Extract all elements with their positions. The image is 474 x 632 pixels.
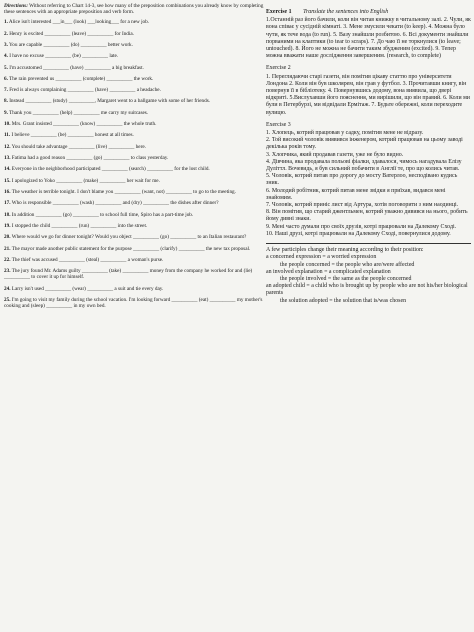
directions-text: Without referring to Chart 14-3, see how many of the preposition combinations you already know by completing these sentences with an appropriate preposition and verb form. [4, 3, 264, 16]
participle-entry: an adopted child = a child who is brought up by people who are not his/her biological parents [266, 283, 468, 297]
exercise-2-title: Exercise 2 [266, 65, 291, 72]
item-text: Mrs. Grant insisted __________ (know) __________ the whole truth. [11, 121, 157, 128]
exercise-1-text: 1.Останній раз його бачили, коли він читав книжку в читальному залі. 2. Чули, як вона співає у сусідній кімнаті. 3. Мене змусили чекати (to keep). 4. Можна було чути, як тече вода (to run). 5. Вазу знайшли розбитою. 6. Всі документи знайшли порваними на клаптики (to tear to scraps). 7. До чаю її не торкнулися (to leave; untouched). 8. Його не можна не бачити таким збудженим (excited). 9. Тепер можна вважати наше дослідження завершеним. (research, to complete) [266, 17, 471, 60]
item-number: 13. [4, 155, 11, 161]
participle-entry: a concerned expression = a worried expression [266, 254, 377, 261]
exercise-1-body [266, 17, 471, 60]
exercise-item [4, 42, 264, 48]
item-text: I'm accustomed __________ (have) __________ a big breakfast. [9, 64, 144, 71]
item-text: I'm going to visit my family during the school vacation. I'm looking forward __________ (eat) __________ my mother's cooking and (sleep) __________ in my own bed. [4, 296, 263, 309]
exercise-item [4, 76, 264, 82]
item-number: 9. [4, 109, 8, 116]
item-number: 7. [4, 87, 8, 94]
exercise-item [4, 132, 264, 138]
item-text: Thank you __________ (help) __________ me carry my suitcases. [9, 109, 149, 116]
item-text: Larry isn't used __________ (wear) __________ a suit and tie every day. [11, 285, 164, 292]
item-number: 25. [4, 296, 11, 303]
exercise-3-sentence: 9. Мені часто думали про своїх друзів, котрі працювали на Далекому Сході. [266, 223, 457, 230]
exercise-item [4, 286, 264, 292]
directions-label: Directions: [4, 3, 28, 9]
exercise-item [4, 87, 264, 93]
item-text: I apologized to Yoko __________ (make) __________ her wait for me. [11, 177, 160, 184]
participles-intro: A few participles change their meaning according to their position: [266, 247, 424, 254]
exercise-item [4, 268, 264, 280]
exercise-item [4, 200, 264, 206]
item-text: The jury found Mr. Adams guilty __________ (take) __________ money from the company he worked for and (lie) __________ to cover it up for himself. [4, 268, 253, 281]
item-text: The rain prevented us __________ (complete) __________ the work. [9, 75, 154, 82]
item-number: 17. [4, 200, 11, 207]
item-number: 23. [4, 268, 11, 275]
item-text: The mayor made another public statement for the purpose __________ (clarify) __________ the new tax proposal. [11, 245, 251, 252]
exercise-item [4, 121, 264, 127]
item-text: You should take advantage __________ (live) __________ here. [11, 143, 146, 150]
participle-entry: the solution adopted = the solution that is/was chosen [280, 297, 407, 304]
exercise-item [4, 189, 264, 195]
item-text: The thief was accused __________ (steal) __________ a woman's purse. [11, 256, 164, 263]
participle-entry: an involved explanation = a complicated explanation [266, 268, 391, 275]
exercise-2-text: 1. Переглядаючи старі газети, він помітив цікаву статтю про університети Лондона 2. Коли він був школярем, він грав у футбол. 3. Прочитавши книгу, він повернув її в бібліотеку. 4. Повернувшись додому, вона виявила, що двері відкриті. 5.Вислухавши його пояснення, ми вирішили, що він правий. 6. Коли ми були в Петербурзі, ми відвідали Ермітаж. 7. Будьте обережні, коли переходите вулицю. [266, 73, 470, 116]
exercise-item [4, 223, 264, 229]
exercise-3-title: Exercise 3 [266, 121, 291, 128]
participles-list [266, 254, 471, 304]
item-number: 24. [4, 285, 11, 292]
exercise-item [4, 297, 264, 309]
item-number: 21. [4, 245, 11, 252]
item-text: I stopped the child __________ (run) __________ into the street. [11, 222, 148, 229]
exercise-items [4, 19, 264, 309]
item-number: 18. [4, 211, 11, 218]
item-number: 2. [4, 30, 8, 37]
item-number: 4. [4, 53, 8, 60]
exercise-item [4, 144, 264, 150]
item-text: You are capable __________ (do) __________ better work. [9, 41, 133, 48]
item-text: Everyone in the neighborhood participated __________ (search) __________ for the lost child. [11, 166, 210, 173]
item-number: 1. [4, 19, 8, 26]
item-number: 3. [4, 41, 8, 48]
exercise-3-sentence: 10. Наші друзі, котрі працювали на Далекому Сході, повернулися додому. [266, 230, 451, 237]
item-number: 10. [4, 121, 11, 128]
participles-box [266, 247, 471, 305]
exercise-item [4, 257, 264, 263]
exercise-3-sentence: 1. Хлопець, котрий працював у садку, помітив мене не відразу. [266, 130, 424, 137]
exercise-3-sentence: 4. Дівчина, яка продавала польові фіалки, здавалося, чимось нагадувала Елізу Дуліттл. Вочевидь, я був сильний побачити в Англії те, про що колись читав. [266, 158, 462, 173]
exercise-3-sentence: 2. Той високий чоловік виявився інженером, котрий працював на цьому заводі декілька років тому. [266, 137, 463, 151]
item-number: 14. [4, 166, 11, 173]
item-text: Instead __________ (study) __________, Margaret went to a ballgame with some of her friends. [9, 98, 211, 105]
exercise-1-heading [266, 9, 471, 16]
exercise-3-sentence: 5. Чоловік, котрий питав про дорогу до мосту Ватерлоо, несподівано кудись зник. [266, 173, 458, 187]
exercise-item [4, 178, 264, 184]
participle-entry: the people concerned = the people who are/were affected [280, 261, 415, 268]
item-number: 15. [4, 177, 11, 184]
item-text: Fatima had a good reason __________ (go) __________ to class yesterday. [11, 155, 169, 161]
participle-entry: the people involved = the same as the people concerned [280, 275, 412, 282]
exercise-item [4, 110, 264, 116]
exercise-3-sentence: 7. Чоловік, котрий приніс лист від Артура, хотів поговорити з ним наодинці. [266, 202, 459, 209]
exercise-1-subtitle: Translate the sentences into English [303, 9, 389, 15]
directions [4, 3, 264, 15]
item-text: In addition __________ (go) __________ to school full time, Spiro has a part-time job. [11, 211, 194, 218]
exercise-3-sentence: 3. Хлопчика, який продавав газети, уже не було видно. [266, 151, 404, 158]
item-text: Who is responsible __________ (wash) __________ and (dry) __________ the dishes after dinner? [11, 200, 219, 207]
item-number: 8. [4, 98, 8, 105]
exercise-item [4, 98, 264, 104]
item-number: 5. [4, 64, 8, 71]
item-text: Fred is always complaining __________ (have) __________ a headache. [9, 87, 161, 94]
exercise-item [4, 166, 264, 172]
exercise-1-title: Exercise 1 [266, 9, 292, 15]
exercise-3-sentence: 6. Молодий робітник, котрий питав мене звідки я приїхав, видався мені знайомим. [266, 187, 446, 201]
item-text: I believe __________ (be) __________ honest at all times. [11, 132, 134, 139]
item-text: The weather is terrible tonight. I don't blame you __________ (want, not) __________ to go to the meeting. [11, 188, 236, 195]
exercise-item [4, 65, 264, 71]
exercise-item [4, 155, 264, 161]
item-number: 11. [4, 132, 11, 139]
item-text: I have no excuse __________ (be) __________ late. [9, 53, 119, 60]
item-number: 20. [4, 234, 11, 241]
exercise-3-sentence: 8. Він помітив, що старий джентльмен, котрий уважно дивився на нього, робить йому дивні знаки. [266, 209, 468, 223]
exercise-item [4, 53, 264, 59]
item-number: 19. [4, 222, 11, 229]
item-number: 6. [4, 75, 8, 82]
exercise-2-body [266, 74, 471, 117]
section-divider [266, 243, 471, 244]
exercise-item [4, 212, 264, 218]
preposition-exercise [4, 3, 264, 629]
exercise-item [4, 19, 264, 25]
item-number: 12. [4, 143, 11, 150]
exercise-item [4, 246, 264, 252]
item-text: Alice isn't interested ___in___ (look) ___looking___ for a new job. [8, 19, 150, 26]
item-text: Where would we go for dinner tonight? Would you object __________ (go) __________ to an Italian restaurant? [11, 234, 247, 241]
exercise-item [4, 31, 264, 37]
exercise-3-body [266, 130, 471, 238]
item-number: 22. [4, 256, 11, 263]
exercise-item [4, 234, 264, 240]
item-number: 16. [4, 188, 11, 195]
translation-exercises [266, 9, 471, 627]
item-text: Henry is excited __________ (leave) __________ for India. [9, 30, 134, 37]
